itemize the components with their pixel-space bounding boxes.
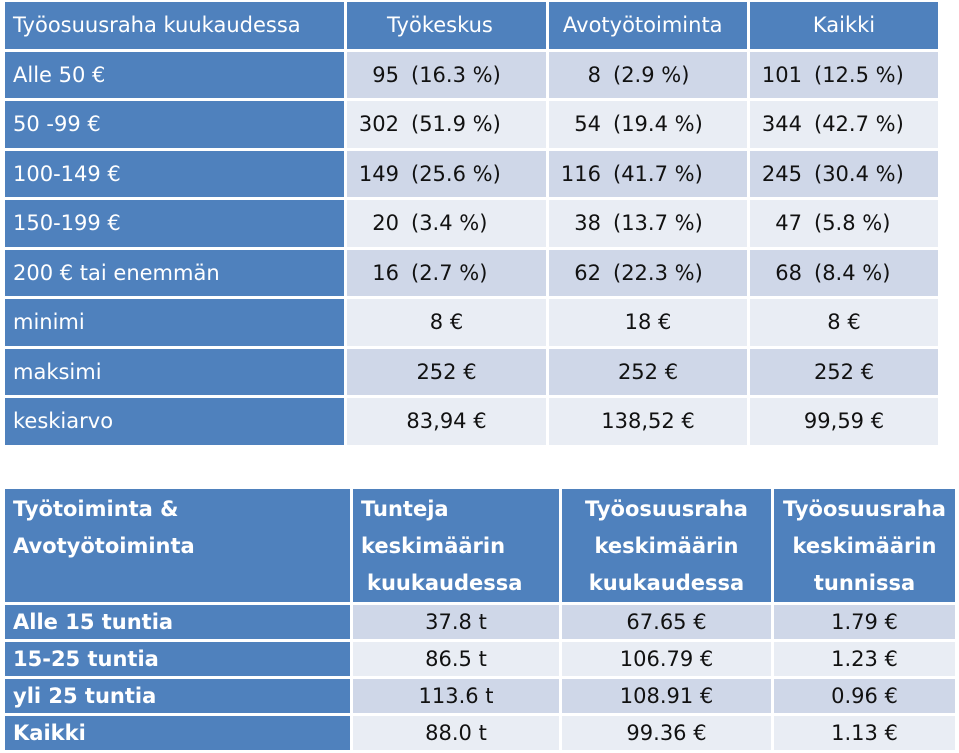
row-label: Alle 15 tuntia xyxy=(5,605,350,639)
column-header: Kaikki xyxy=(750,2,938,49)
table-row xyxy=(5,605,955,639)
table-row xyxy=(5,200,938,247)
row-label: minimi xyxy=(5,299,344,346)
count-value: 62 xyxy=(574,260,601,285)
row-label: 150-199 € xyxy=(5,200,344,247)
table-row xyxy=(5,101,938,148)
count-value: 20 xyxy=(372,211,399,236)
stat-value: 252 € xyxy=(813,359,875,384)
percent-value: (2.7 %) xyxy=(411,260,488,285)
percent-value: (41.7 %) xyxy=(613,161,703,186)
table-row xyxy=(5,52,938,99)
count-value: 101 xyxy=(761,62,802,87)
table-row xyxy=(5,679,955,713)
count-value: 68 xyxy=(775,260,802,285)
column-header: Avotyötoiminta xyxy=(549,2,747,49)
earnings-table xyxy=(2,0,941,448)
stat-value: 252 € xyxy=(617,359,679,384)
column-header: Työosuusraha kuukaudessa xyxy=(5,2,344,49)
percent-value: (3.4 %) xyxy=(411,211,488,236)
row-label: Kaikki xyxy=(5,716,350,750)
count-value: 8 xyxy=(587,62,601,87)
count-value: 38 xyxy=(574,211,601,236)
monthly-pay-value: 108.91 € xyxy=(619,684,714,708)
table-row xyxy=(5,250,938,297)
count-value: 47 xyxy=(775,211,802,236)
table-row xyxy=(5,716,955,750)
percent-value: (2.9 %) xyxy=(613,62,690,87)
hourly-pay-value: 1.79 € xyxy=(831,610,898,634)
table-row xyxy=(5,299,938,346)
column-header: Työosuusraha keskimäärin tunnissa xyxy=(774,489,955,602)
row-label: maksimi xyxy=(5,349,344,396)
percent-value: (8.4 %) xyxy=(814,260,891,285)
percent-value: (19.4 %) xyxy=(613,112,703,137)
column-header: Työkeskus xyxy=(347,2,546,49)
stat-value: 8 € xyxy=(429,310,464,335)
count-value: 54 xyxy=(574,112,601,137)
percent-value: (42.7 %) xyxy=(814,112,904,137)
stat-value: 99,59 € xyxy=(803,409,885,434)
row-label: 15-25 tuntia xyxy=(5,642,350,676)
percent-value: (16.3 %) xyxy=(411,62,501,87)
column-header: Työosuusraha keskimäärin kuukaudessa xyxy=(562,489,771,602)
work-activity-table xyxy=(2,486,958,753)
column-header: Tunteja keskimäärin kuukaudessa xyxy=(353,489,559,602)
hours-value: 37.8 t xyxy=(425,610,487,634)
table-row xyxy=(5,642,955,676)
row-label: 50 -99 € xyxy=(5,101,344,148)
percent-value: (30.4 %) xyxy=(814,161,904,186)
row-label: 200 € tai enemmän xyxy=(5,250,344,297)
table-row xyxy=(5,398,938,445)
percent-value: (22.3 %) xyxy=(613,260,703,285)
hours-value: 86.5 t xyxy=(425,647,487,671)
row-label: keskiarvo xyxy=(5,398,344,445)
hourly-pay-value: 1.23 € xyxy=(831,647,898,671)
row-label: 100-149 € xyxy=(5,151,344,198)
monthly-pay-value: 67.65 € xyxy=(626,610,707,634)
count-value: 16 xyxy=(372,260,399,285)
table-header-row xyxy=(5,489,955,602)
row-label: yli 25 tuntia xyxy=(5,679,350,713)
stat-value: 8 € xyxy=(827,310,861,335)
table-header-row xyxy=(5,2,938,49)
percent-value: (25.6 %) xyxy=(411,161,501,186)
row-label: Alle 50 € xyxy=(5,52,344,99)
hourly-pay-value: 0.96 € xyxy=(831,684,898,708)
monthly-pay-value: 99.36 € xyxy=(626,721,707,745)
count-value: 116 xyxy=(560,161,601,186)
percent-value: (12.5 %) xyxy=(814,62,904,87)
hours-value: 113.6 t xyxy=(418,684,494,708)
percent-value: (13.7 %) xyxy=(613,211,703,236)
count-value: 245 xyxy=(761,161,802,186)
stat-value: 138,52 € xyxy=(601,409,695,434)
hours-value: 88.0 t xyxy=(425,721,487,745)
stat-value: 83,94 € xyxy=(406,409,487,434)
table-row xyxy=(5,349,938,396)
stat-value: 252 € xyxy=(416,359,477,384)
percent-value: (51.9 %) xyxy=(411,112,501,137)
count-value: 95 xyxy=(372,62,399,87)
percent-value: (5.8 %) xyxy=(814,211,891,236)
table-row xyxy=(5,151,938,198)
monthly-pay-value: 106.79 € xyxy=(619,647,714,671)
column-header: Työtoiminta & Avotyötoiminta xyxy=(5,489,350,602)
count-value: 302 xyxy=(358,112,399,137)
count-value: 149 xyxy=(358,161,399,186)
hourly-pay-value: 1.13 € xyxy=(831,721,898,745)
count-value: 344 xyxy=(761,112,802,137)
stat-value: 18 € xyxy=(624,310,672,335)
